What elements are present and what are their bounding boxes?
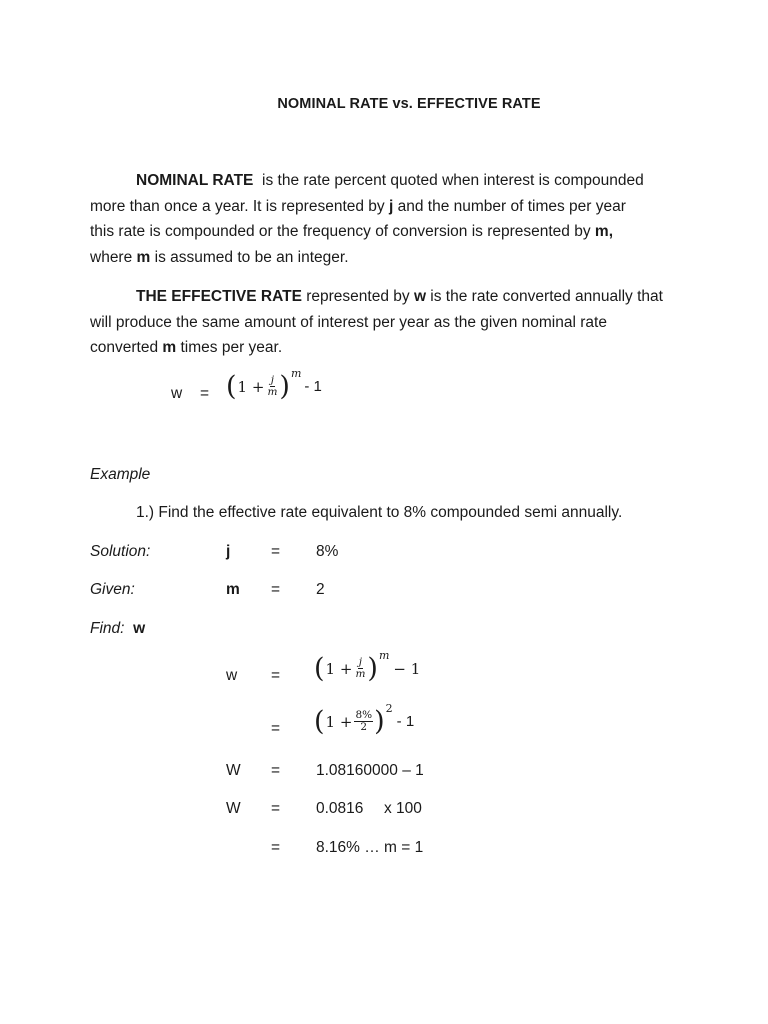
step3-lhs: W [226,762,241,779]
formula-equals: = [200,385,210,402]
step4-value: 0.0816 [316,800,364,817]
step1-lhs: w [226,667,238,684]
effective-rate-term: THE EFFECTIVE RATE [136,288,302,305]
step2-equals: = [271,720,281,737]
effective-rate-paragraph: THE EFFECTIVE RATE represented by w is the rate converted annually that will produce the same amount of interest per year as the given nominal rate converted m times per year. [90,288,663,357]
step5-result: 8.16% … m = 1 [316,839,424,856]
solution-label: Solution: [90,543,151,560]
j-equals: = [271,543,281,560]
page-title: NOMINAL RATE vs. EFFECTIVE RATE [277,96,541,112]
example-problem: 1.) Find the effective rate equivalent to 8% compounded semi annually. [136,504,623,521]
step3-value: 1.08160000 – 1 [316,762,424,779]
step5-equals: = [271,839,281,856]
step2-formula: ( 1 + $\frac{8\%}{2}$ ) 2 - 1 [314,702,415,737]
step3-equals: = [271,762,281,779]
m-variable: m [226,581,240,598]
m-equals: = [271,581,281,598]
find-label: Find: w [90,620,146,637]
step4-multiplier: x 100 [384,800,422,817]
m-value: 2 [316,581,325,598]
step1-formula: ( 1 + $\frac{j}{m}$ ) m − 1 [314,649,421,684]
example-heading: Example [90,466,151,483]
nominal-rate-term: NOMINAL RATE [136,172,254,189]
step1-equals: = [271,667,281,684]
j-variable: j [226,543,231,560]
nominal-rate-paragraph: NOMINAL RATE is the rate percent quoted when interest is compounded more than once a year. It is represented by j and the number of times per year this rate is compounded or the frequency of conversion is represented by m, where m is assumed to be an integer. [90,172,644,267]
step4-lhs: W [226,800,241,817]
step4-equals: = [271,800,281,817]
formula-fraction: $\frac{j}{m}$ [267,373,278,398]
j-value: 8% [316,543,339,560]
effective-rate-formula: ( 1 + $\frac{j}{m}$ ) m - 1 [226,367,322,402]
formula-lhs: w [171,385,183,402]
given-label: Given: [90,581,135,598]
